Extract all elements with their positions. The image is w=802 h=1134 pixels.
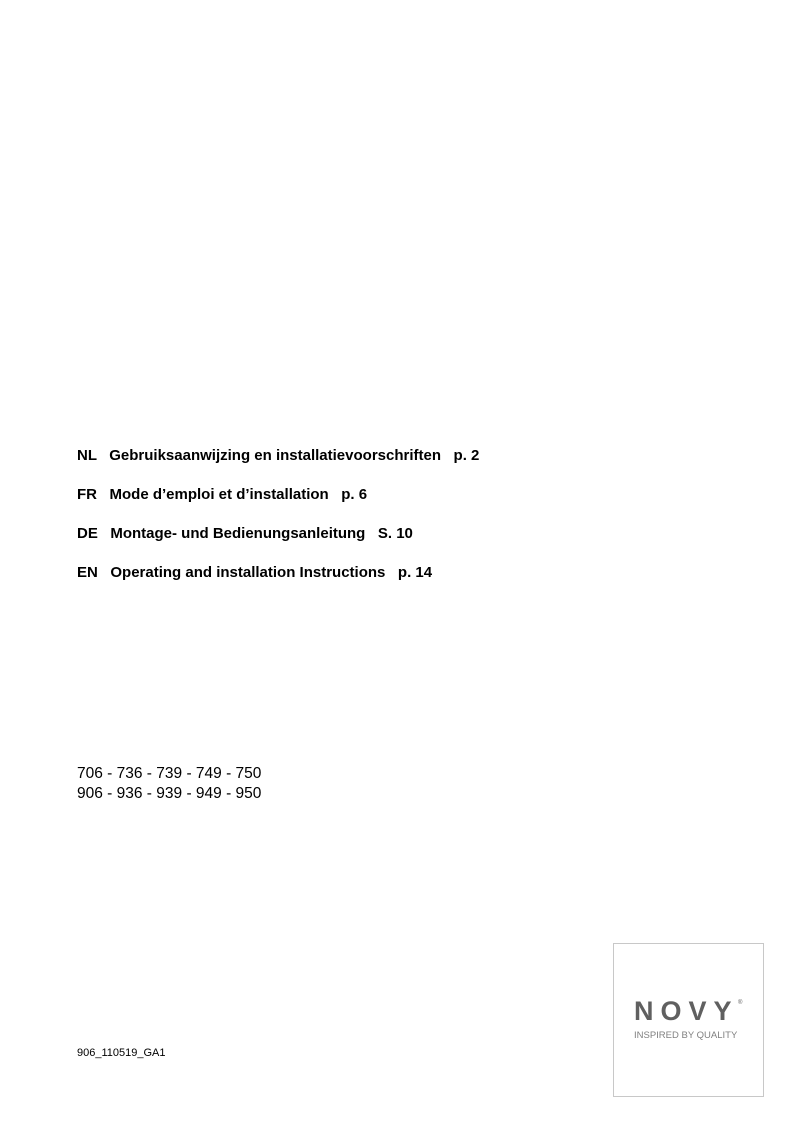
toc-lang: FR [77,486,97,503]
novy-logo [613,943,764,1097]
model-line-2: 906 - 936 - 939 - 949 - 950 [77,785,262,802]
registered-mark: ® [738,1000,743,1006]
document-code: 906_110519_GA1 [77,1047,166,1059]
toc-title: Mode d’emploi et d’installation [109,486,329,503]
toc-entry-en [77,563,479,602]
table-of-contents [77,446,479,602]
toc-entry-de [77,524,479,563]
model-numbers [77,764,261,804]
logo-tagline: INSPIRED BY QUALITY [634,1030,738,1041]
toc-lang: NL [77,447,97,464]
toc-title: Operating and installation Instructions [110,564,386,581]
toc-title: Gebruiksaanwijzing en installatievoorschriften [109,447,442,464]
model-line-1: 706 - 736 - 739 - 749 - 750 [77,765,262,782]
toc-lang: DE [77,525,98,542]
toc-page: p. 14 [397,564,433,581]
toc-page: S. 10 [377,525,413,542]
toc-page: p. 2 [453,447,480,464]
logo-wordmark: NOVY [634,996,739,1026]
toc-entry-fr [77,485,479,524]
toc-title: Montage- und Bedienungsanleitung [110,525,366,542]
toc-page: p. 6 [341,486,368,503]
toc-lang: EN [77,564,98,581]
toc-entry-nl [77,446,479,485]
